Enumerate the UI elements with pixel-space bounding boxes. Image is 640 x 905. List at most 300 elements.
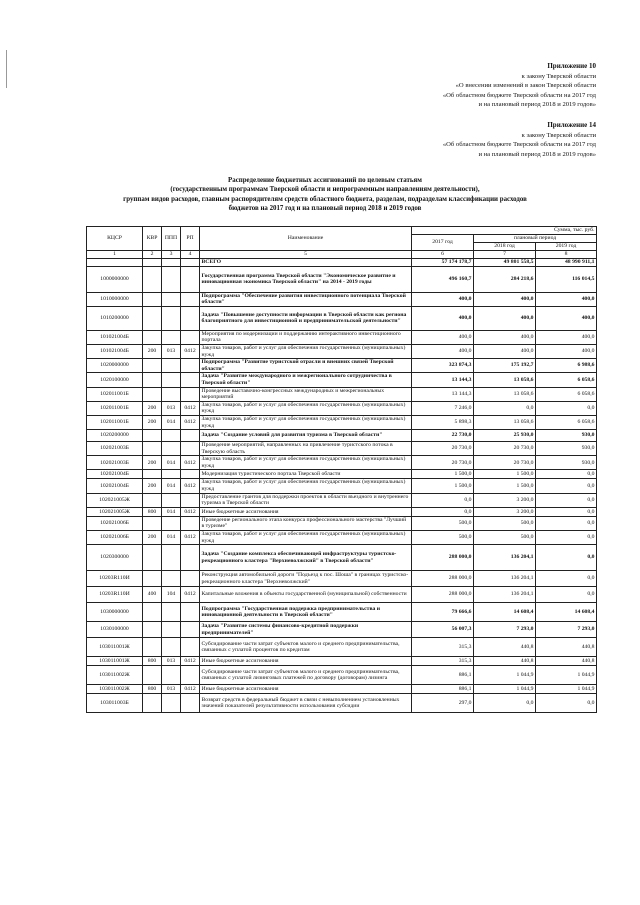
kvr-cell: [143, 638, 162, 657]
amount-2018-cell: 20 730,0: [474, 442, 536, 456]
kcsr-cell: 1020100000: [87, 373, 143, 387]
table-row: [87, 507, 597, 516]
ppp-cell: 014: [162, 531, 181, 545]
amount-2017-cell: 323 874,3: [412, 359, 474, 373]
table-row: [87, 685, 597, 694]
kcsr-cell: 1030100000: [87, 622, 143, 638]
amount-2017-cell: 297,0: [412, 694, 474, 713]
amount-2017-cell: 288 000,0: [412, 571, 474, 587]
header-sum: Сумма, тыс. руб.: [412, 227, 597, 235]
table-row: [87, 373, 597, 387]
ppp-cell: 104: [162, 587, 181, 603]
amount-2019-cell: 1 044,9: [536, 666, 597, 685]
ppp-cell: [162, 545, 181, 571]
ppp-cell: [162, 666, 181, 685]
amount-2017-cell: 500,0: [412, 531, 474, 545]
kvr-cell: [143, 493, 162, 507]
ppp-cell: [162, 330, 181, 344]
kvr-cell: 200: [143, 401, 162, 415]
kvr-cell: [143, 259, 162, 267]
ppp-cell: [162, 694, 181, 713]
amount-2017-cell: 886,1: [412, 685, 474, 694]
table-row: [87, 622, 597, 638]
amount-2019-cell: 930,0: [536, 456, 597, 470]
kvr-cell: [143, 666, 162, 685]
ppp-cell: [162, 442, 181, 456]
amount-2018-cell: 500,0: [474, 516, 536, 530]
rp-cell: 0412: [181, 415, 200, 429]
annex-14-title: Приложение 14: [547, 121, 596, 129]
name-cell: Проведение мероприятий, направленных на привлечение туристского потока в Тверскую область: [200, 442, 412, 456]
amount-2018-cell: 1 500,0: [474, 470, 536, 479]
kvr-cell: [143, 622, 162, 638]
kcsr-cell: 102011001Б: [87, 387, 143, 401]
amount-2017-cell: 496 160,7: [412, 266, 474, 292]
table-row: [87, 387, 597, 401]
table-row: [87, 666, 597, 685]
amount-2018-cell: 14 608,4: [474, 603, 536, 622]
name-cell: Задача "Развитие системы финансово-кредитной поддержки предпринимателей": [200, 622, 412, 638]
amount-2018-cell: 400,0: [474, 330, 536, 344]
kcsr-cell: 102021004Б: [87, 479, 143, 493]
ppp-cell: 014: [162, 507, 181, 516]
rp-cell: 0412: [181, 344, 200, 358]
rp-cell: [181, 571, 200, 587]
ppp-cell: [162, 516, 181, 530]
table-row: [87, 415, 597, 429]
ppp-cell: [162, 493, 181, 507]
amount-2018-cell: 440,8: [474, 657, 536, 666]
ppp-cell: [162, 387, 181, 401]
amount-2019-cell: 930,0: [536, 442, 597, 456]
amount-2018-cell: 1 044,9: [474, 685, 536, 694]
name-cell: Субсидирование части затрат субъектов малого и среднего предпринимательства, связанных с уплатой лизинговых платежей по договору (договорам) лизинга: [200, 666, 412, 685]
table-row: [87, 344, 597, 358]
column-number: 8: [536, 251, 597, 259]
amount-2017-cell: 400,0: [412, 344, 474, 358]
column-number: 5: [200, 251, 412, 259]
annex-14-line: и на плановый период 2018 и 2019 годов»: [478, 150, 596, 158]
table-row: [87, 259, 597, 267]
kcsr-cell: 102011001Б: [87, 401, 143, 415]
kvr-cell: 200: [143, 344, 162, 358]
amount-2017-cell: 7 246,0: [412, 401, 474, 415]
rp-cell: [181, 387, 200, 401]
name-cell: Проведение выставочно-конгрессных международных и межрегиональных мероприятий: [200, 387, 412, 401]
amount-2019-cell: 7 293,0: [536, 622, 597, 638]
amount-2018-cell: 136 204,1: [474, 587, 536, 603]
kcsr-cell: 102021004Б: [87, 470, 143, 479]
table-row: [87, 401, 597, 415]
ppp-cell: [162, 603, 181, 622]
budget-table-body: [87, 259, 597, 713]
table-row: [87, 330, 597, 344]
ppp-cell: [162, 470, 181, 479]
amount-2018-cell: 3 200,0: [474, 493, 536, 507]
ppp-cell: 013: [162, 657, 181, 666]
amount-2019-cell: 0,0: [536, 531, 597, 545]
name-cell: Закупка товаров, работ и услуг для обеспечения государственных (муниципальных) нужд: [200, 401, 412, 415]
amount-2017-cell: 886,1: [412, 666, 474, 685]
table-row: [87, 587, 597, 603]
kcsr-cell: 103011001Ж: [87, 638, 143, 657]
amount-2017-cell: 400,0: [412, 306, 474, 330]
name-cell: Задача "Повышение доступности информации в Тверской области как региона благоприятного для инвестиционной и предпринимательской деятельности": [200, 306, 412, 330]
kvr-cell: 800: [143, 507, 162, 516]
column-number: 3: [162, 251, 181, 259]
rp-cell: [181, 603, 200, 622]
kcsr-cell: 102021005Ж: [87, 493, 143, 507]
ppp-cell: [162, 292, 181, 306]
kvr-cell: [143, 266, 162, 292]
amount-2019-cell: 930,0: [536, 430, 597, 442]
amount-2017-cell: 79 666,6: [412, 603, 474, 622]
annex-14-line: к закону Тверской области: [521, 131, 596, 139]
amount-2019-cell: 440,8: [536, 657, 597, 666]
amount-2019-cell: 0,0: [536, 479, 597, 493]
kcsr-cell: 102021006Б: [87, 516, 143, 530]
header-planned-period: плановый период: [474, 235, 597, 243]
amount-2018-cell: 49 801 558,5: [474, 259, 536, 267]
rp-cell: 0412: [181, 507, 200, 516]
table-row: [87, 638, 597, 657]
kvr-cell: 200: [143, 531, 162, 545]
header-ppp: ППП: [162, 227, 181, 251]
amount-2017-cell: 1 500,0: [412, 479, 474, 493]
amount-2018-cell: 0,0: [474, 694, 536, 713]
kcsr-cell: 101021004Б: [87, 330, 143, 344]
name-cell: Подпрограмма "Развитие туристской отрасли и внешних связей Тверской области": [200, 359, 412, 373]
amount-2019-cell: 400,0: [536, 330, 597, 344]
table-row: [87, 456, 597, 470]
kcsr-cell: 1020300000: [87, 545, 143, 571]
header-name: Наименование: [200, 227, 412, 251]
column-number: 7: [474, 251, 536, 259]
name-cell: Субсидирование части затрат субъектов малого и среднего предпринимательства, связанных с уплатой процентов по кредитам: [200, 638, 412, 657]
amount-2019-cell: 0,0: [536, 507, 597, 516]
document-title-line: группам видов расходов, главным распорядителям средств областного бюджета, разделам, подразделам классификации расходов: [123, 195, 527, 203]
amount-2018-cell: 1 044,9: [474, 666, 536, 685]
name-cell: Проведение регионального этапа конкурса профессионального мастерства "Лучший в туризме": [200, 516, 412, 530]
amount-2017-cell: 315,3: [412, 657, 474, 666]
name-cell: Закупка товаров, работ и услуг для обеспечения государственных (муниципальных) нужд: [200, 415, 412, 429]
rp-cell: 0412: [181, 479, 200, 493]
amount-2019-cell: 0,0: [536, 516, 597, 530]
amount-2017-cell: 20 730,0: [412, 442, 474, 456]
kvr-cell: [143, 694, 162, 713]
name-cell: Задача "Развитие международного и межрегионального сотрудничества в Тверской области": [200, 373, 412, 387]
amount-2017-cell: 400,0: [412, 292, 474, 306]
table-row: [87, 470, 597, 479]
header-rp: РП: [181, 227, 200, 251]
header-2018: 2018 год: [474, 243, 536, 251]
amount-2017-cell: 13 144,3: [412, 387, 474, 401]
name-cell: Государственная программа Тверской области "Экономическое развитие и инновационная экономика Тверской области" на 2014 - 2019 годы: [200, 266, 412, 292]
amount-2019-cell: 6 988,6: [536, 359, 597, 373]
table-row: [87, 306, 597, 330]
kvr-cell: [143, 516, 162, 530]
amount-2017-cell: 288 000,0: [412, 587, 474, 603]
amount-2017-cell: 0,0: [412, 507, 474, 516]
kcsr-cell: 1010200000: [87, 306, 143, 330]
amount-2019-cell: 6 058,6: [536, 415, 597, 429]
ppp-cell: 013: [162, 401, 181, 415]
ppp-cell: [162, 266, 181, 292]
table-row: [87, 603, 597, 622]
amount-2018-cell: 3 200,0: [474, 507, 536, 516]
table-row: [87, 442, 597, 456]
table-row: [87, 493, 597, 507]
kcsr-cell: 102021003Б: [87, 442, 143, 456]
annex-14-header: [443, 121, 596, 159]
amount-2019-cell: 440,8: [536, 638, 597, 657]
rp-cell: [181, 266, 200, 292]
table-row: [87, 657, 597, 666]
amount-2018-cell: 7 293,0: [474, 622, 536, 638]
ppp-cell: [162, 430, 181, 442]
rp-cell: [181, 493, 200, 507]
kvr-cell: [143, 603, 162, 622]
name-cell: Задача "Создание условий для развития туризма в Тверской области": [200, 430, 412, 442]
amount-2018-cell: 175 192,7: [474, 359, 536, 373]
name-cell: Закупка товаров, работ и услуг для обеспечения государственных (муниципальных) нужд: [200, 479, 412, 493]
amount-2017-cell: 500,0: [412, 516, 474, 530]
table-row: [87, 571, 597, 587]
rp-cell: [181, 516, 200, 530]
ppp-cell: [162, 359, 181, 373]
name-cell: Предоставление грантов для поддержки проектов в области въездного и внутреннего туризма в Тверской области: [200, 493, 412, 507]
amount-2019-cell: 0,0: [536, 694, 597, 713]
document-title: [70, 176, 580, 214]
document-title-line: бюджетов на 2017 год и на плановый период 2018 и 2019 годов: [228, 205, 422, 213]
amount-2017-cell: 288 000,0: [412, 545, 474, 571]
header-kcsr: КЦСР: [87, 227, 143, 251]
amount-2019-cell: 0,0: [536, 545, 597, 571]
kcsr-cell: 102021003Б: [87, 456, 143, 470]
table-row: [87, 430, 597, 442]
kvr-cell: [143, 330, 162, 344]
table-row: [87, 531, 597, 545]
column-number: 2: [143, 251, 162, 259]
column-number: 4: [181, 251, 200, 259]
annex-10-header: [443, 62, 596, 110]
column-number: 1: [87, 251, 143, 259]
kcsr-cell: 10203R110И: [87, 571, 143, 587]
amount-2018-cell: 0,0: [474, 401, 536, 415]
name-cell: Мероприятия по модернизации и поддержанию интерактивного инвестиционного портала: [200, 330, 412, 344]
kcsr-cell: 102021006Б: [87, 531, 143, 545]
header-2019: 2019 год: [536, 243, 597, 251]
rp-cell: [181, 330, 200, 344]
name-cell: Подпрограмма "Государственная поддержка предпринимательства и инновационной деятельности в Тверской области": [200, 603, 412, 622]
amount-2018-cell: 25 930,0: [474, 430, 536, 442]
rp-cell: 0412: [181, 531, 200, 545]
amount-2018-cell: 13 058,6: [474, 387, 536, 401]
amount-2017-cell: 20 730,0: [412, 456, 474, 470]
amount-2018-cell: 400,0: [474, 292, 536, 306]
kvr-cell: [143, 545, 162, 571]
kvr-cell: 800: [143, 685, 162, 694]
amount-2019-cell: 0,0: [536, 493, 597, 507]
amount-2017-cell: 57 174 178,7: [412, 259, 474, 267]
rp-cell: [181, 430, 200, 442]
rp-cell: [181, 373, 200, 387]
kvr-cell: [143, 359, 162, 373]
name-cell: Иные бюджетные ассигнования: [200, 657, 412, 666]
amount-2019-cell: 400,0: [536, 344, 597, 358]
rp-cell: [181, 359, 200, 373]
amount-2017-cell: 5 898,3: [412, 415, 474, 429]
table-row: [87, 266, 597, 292]
kvr-cell: [143, 373, 162, 387]
rp-cell: 0412: [181, 685, 200, 694]
rp-cell: [181, 292, 200, 306]
kvr-cell: [143, 470, 162, 479]
amount-2018-cell: 440,8: [474, 638, 536, 657]
ppp-cell: [162, 259, 181, 267]
amount-2019-cell: 400,0: [536, 306, 597, 330]
rp-cell: 0412: [181, 456, 200, 470]
header-kvr: КВР: [143, 227, 162, 251]
amount-2017-cell: 400,0: [412, 330, 474, 344]
name-cell: Модернизация туристического портала Тверской области: [200, 470, 412, 479]
table-row: [87, 292, 597, 306]
ppp-cell: 013: [162, 685, 181, 694]
annex-10-line: и на плановый период 2018 и 2019 годов»: [478, 101, 596, 109]
name-cell: Подпрограмма "Обеспечение развития инвестиционного потенциала Тверской области": [200, 292, 412, 306]
kcsr-cell: 102011001Б: [87, 415, 143, 429]
amount-2019-cell: 1 044,9: [536, 685, 597, 694]
amount-2018-cell: 1 500,0: [474, 479, 536, 493]
name-cell: Иные бюджетные ассигнования: [200, 685, 412, 694]
kvr-cell: 400: [143, 587, 162, 603]
amount-2019-cell: 0,0: [536, 571, 597, 587]
rp-cell: [181, 694, 200, 713]
kvr-cell: 200: [143, 479, 162, 493]
name-cell: Возврат средств в федеральный бюджет в связи с невыполнением установленных значений показателей результативности использования субсидии: [200, 694, 412, 713]
ppp-cell: 014: [162, 456, 181, 470]
amount-2017-cell: 1 500,0: [412, 470, 474, 479]
kcsr-cell: 1030000000: [87, 603, 143, 622]
name-cell: Капитальные вложения в объекты государственной (муниципальной) собственности: [200, 587, 412, 603]
kvr-cell: 200: [143, 415, 162, 429]
rp-cell: [181, 638, 200, 657]
kvr-cell: 800: [143, 657, 162, 666]
ppp-cell: 014: [162, 415, 181, 429]
annex-10-line: к закону Тверской области: [521, 72, 596, 80]
kcsr-cell: 102021005Ж: [87, 507, 143, 516]
amount-2017-cell: 315,3: [412, 638, 474, 657]
document-title-line: Распределение бюджетных ассигнований по целевым статьям: [228, 177, 422, 184]
kvr-cell: [143, 387, 162, 401]
amount-2017-cell: 13 144,3: [412, 373, 474, 387]
name-cell: Закупка товаров, работ и услуг для обеспечения государственных (муниципальных) нужд: [200, 531, 412, 545]
amount-2019-cell: 6 058,6: [536, 373, 597, 387]
ppp-cell: [162, 571, 181, 587]
kvr-cell: [143, 306, 162, 330]
kvr-cell: 200: [143, 456, 162, 470]
annex-14-line: «Об областном бюджете Тверской области на 2017 год: [442, 141, 596, 149]
rp-cell: [181, 306, 200, 330]
ppp-cell: [162, 622, 181, 638]
rp-cell: [181, 259, 200, 267]
name-cell: Задача "Создание комплекса обеспечивающей инфраструктуры туристско-рекреационного кластера "Верхневолжский" в Тверской области": [200, 545, 412, 571]
amount-2019-cell: 6 058,6: [536, 387, 597, 401]
annex-10-line: «О внесении изменений в закон Тверской области: [455, 82, 596, 90]
amount-2017-cell: 0,0: [412, 493, 474, 507]
rp-cell: [181, 666, 200, 685]
amount-2018-cell: 20 730,0: [474, 456, 536, 470]
name-cell: ВСЕГО: [200, 259, 412, 267]
document-title-line: (государственным программам Тверской области и непрограммным направлениям деятельности),: [170, 186, 480, 194]
kvr-cell: [143, 442, 162, 456]
amount-2018-cell: 13 058,6: [474, 373, 536, 387]
kvr-cell: [143, 571, 162, 587]
kcsr-cell: 101021004Б: [87, 344, 143, 358]
table-row: [87, 694, 597, 713]
rp-cell: [181, 442, 200, 456]
amount-2019-cell: 48 990 911,1: [536, 259, 597, 267]
name-cell: Реконструкция автомобильной дороги "Подъезд к пос. Шоша" в границах туристско-рекреационного кластера "Верхневолжский": [200, 571, 412, 587]
name-cell: Иные бюджетные ассигнования: [200, 507, 412, 516]
amount-2017-cell: 22 730,0: [412, 430, 474, 442]
ppp-cell: [162, 306, 181, 330]
amount-2018-cell: 136 204,1: [474, 545, 536, 571]
amount-2018-cell: 400,0: [474, 344, 536, 358]
ppp-cell: 013: [162, 344, 181, 358]
amount-2017-cell: 56 007,3: [412, 622, 474, 638]
ppp-cell: [162, 373, 181, 387]
ppp-cell: [162, 638, 181, 657]
table-row: [87, 479, 597, 493]
amount-2018-cell: 136 204,1: [474, 571, 536, 587]
amount-2018-cell: 13 058,6: [474, 415, 536, 429]
kcsr-cell: 103011003Б: [87, 694, 143, 713]
table-row: [87, 516, 597, 530]
annex-10-line: «Об областном бюджете Тверской области на 2017 год: [442, 91, 596, 99]
rp-cell: 0412: [181, 587, 200, 603]
name-cell: Закупка товаров, работ и услуг для обеспечения государственных (муниципальных) нужд: [200, 456, 412, 470]
column-number: 6: [412, 251, 474, 259]
table-row: [87, 545, 597, 571]
amount-2019-cell: 0,0: [536, 401, 597, 415]
table-row: [87, 359, 597, 373]
amount-2018-cell: 500,0: [474, 531, 536, 545]
rp-cell: 0412: [181, 401, 200, 415]
ppp-cell: 014: [162, 479, 181, 493]
name-cell: Закупка товаров, работ и услуг для обеспечения государственных (муниципальных) нужд: [200, 344, 412, 358]
amount-2019-cell: 0,0: [536, 587, 597, 603]
left-margin-mark: [6, 50, 7, 88]
amount-2019-cell: 400,0: [536, 292, 597, 306]
kcsr-cell: [87, 259, 143, 267]
amount-2018-cell: 400,0: [474, 306, 536, 330]
kcsr-cell: 103011001Ж: [87, 657, 143, 666]
rp-cell: [181, 470, 200, 479]
kcsr-cell: 103011002Ж: [87, 666, 143, 685]
kcsr-cell: 1000000000: [87, 266, 143, 292]
rp-cell: 0412: [181, 657, 200, 666]
amount-2019-cell: 116 014,5: [536, 266, 597, 292]
kcsr-cell: 10203R110И: [87, 587, 143, 603]
header-2017: 2017 год: [412, 235, 474, 251]
kcsr-cell: 1020200000: [87, 430, 143, 442]
annex-10-title: Приложение 10: [547, 62, 596, 70]
amount-2019-cell: 14 608,4: [536, 603, 597, 622]
kcsr-cell: 1020000000: [87, 359, 143, 373]
kcsr-cell: 103011002Ж: [87, 685, 143, 694]
kvr-cell: [143, 430, 162, 442]
